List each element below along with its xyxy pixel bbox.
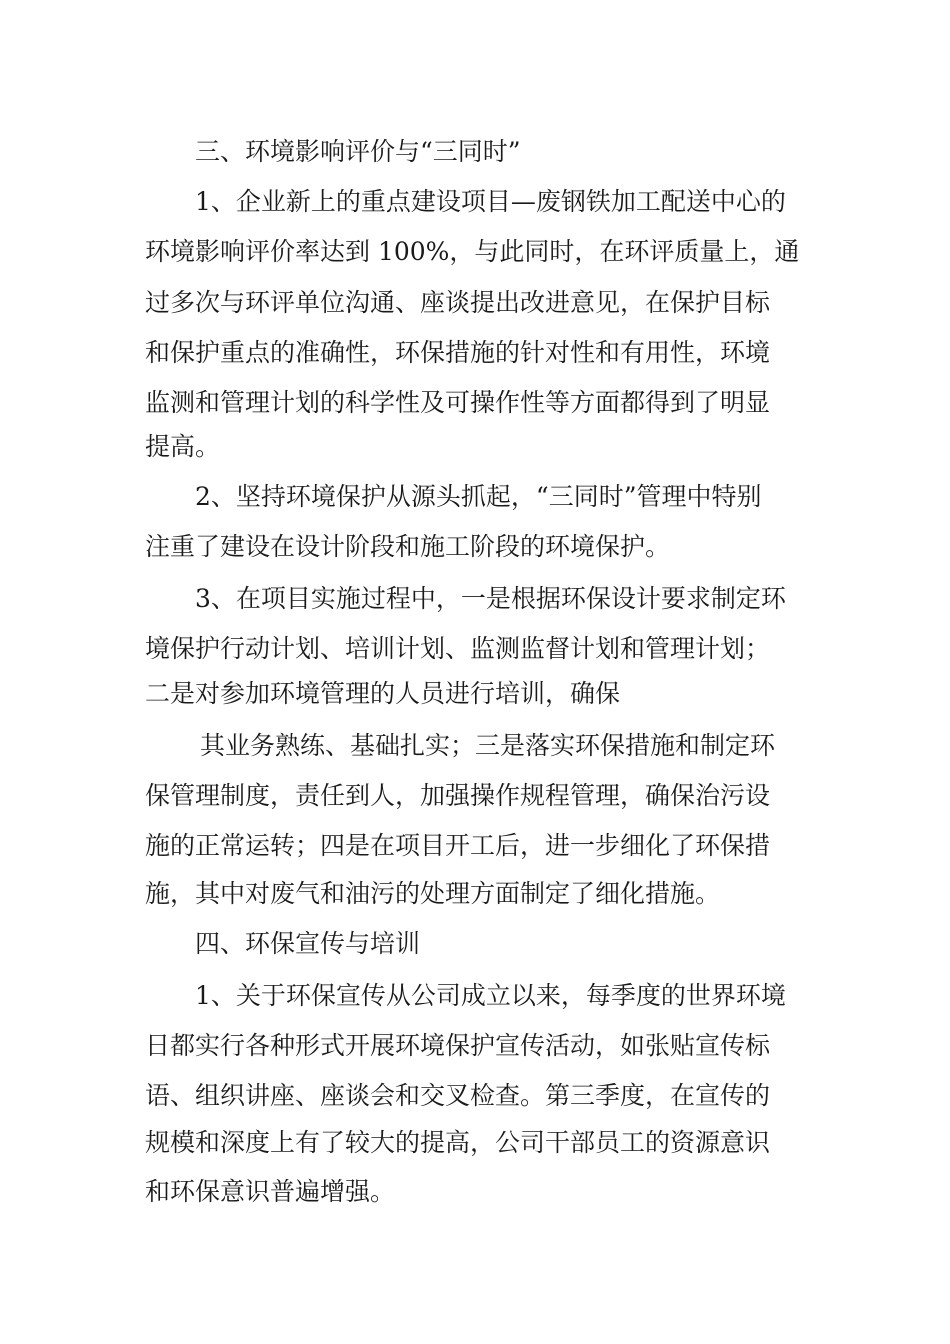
paragraph-line: 3、在项目实施过程中，一是根据环保设计要求制定环 bbox=[195, 584, 786, 613]
paragraph-line: 语、组织讲座、座谈会和交叉检查。第三季度，在宣传的 bbox=[145, 1081, 771, 1110]
paragraph-line: 规模和深度上有了较大的提高，公司干部员工的资源意识 bbox=[145, 1128, 771, 1157]
paragraph-line: 和保护重点的准确性，环保措施的针对性和有用性，环境 bbox=[145, 338, 771, 367]
section-heading-three: 三、环境影响评价与“三同时” bbox=[195, 137, 521, 166]
paragraph-line: 环境影响评价率达到 100%，与此同时，在环评质量上，通 bbox=[145, 237, 800, 266]
paragraph-line: 和环保意识普遍增强。 bbox=[145, 1177, 396, 1206]
section-heading-four: 四、环保宣传与培训 bbox=[195, 929, 421, 958]
paragraph-line: 过多次与环评单位沟通、座谈提出改进意见，在保护目标 bbox=[145, 288, 771, 317]
paragraph-line: 施的正常运转；四是在项目开工后，进一步细化了环保措 bbox=[145, 831, 771, 860]
paragraph-line: 保管理制度，责任到人，加强操作规程管理，确保治污设 bbox=[145, 781, 771, 810]
paragraph-line: 境保护行动计划、培训计划、监测监督计划和管理计划； bbox=[145, 634, 771, 663]
paragraph-line: 2、坚持环境保护从源头抓起，“三同时”管理中特别 bbox=[195, 482, 762, 511]
paragraph-line: 1、企业新上的重点建设项目—废钢铁加工配送中心的 bbox=[195, 187, 786, 216]
paragraph-line: 提高。 bbox=[145, 432, 221, 461]
paragraph-line: 其业务熟练、基础扎实；三是落实环保措施和制定环 bbox=[200, 731, 776, 760]
paragraph-line: 施，其中对废气和油污的处理方面制定了细化措施。 bbox=[145, 879, 721, 908]
paragraph-line: 二是对参加环境管理的人员进行培训，确保 bbox=[145, 679, 621, 708]
paragraph-line: 1、关于环保宣传从公司成立以来，每季度的世界环境 bbox=[195, 981, 786, 1010]
paragraph-line: 注重了建设在设计阶段和施工阶段的环境保护。 bbox=[145, 532, 671, 561]
paragraph-line: 监测和管理计划的科学性及可操作性等方面都得到了明显 bbox=[145, 388, 771, 417]
paragraph-line: 日都实行各种形式开展环境保护宣传活动，如张贴宣传标 bbox=[145, 1031, 771, 1060]
